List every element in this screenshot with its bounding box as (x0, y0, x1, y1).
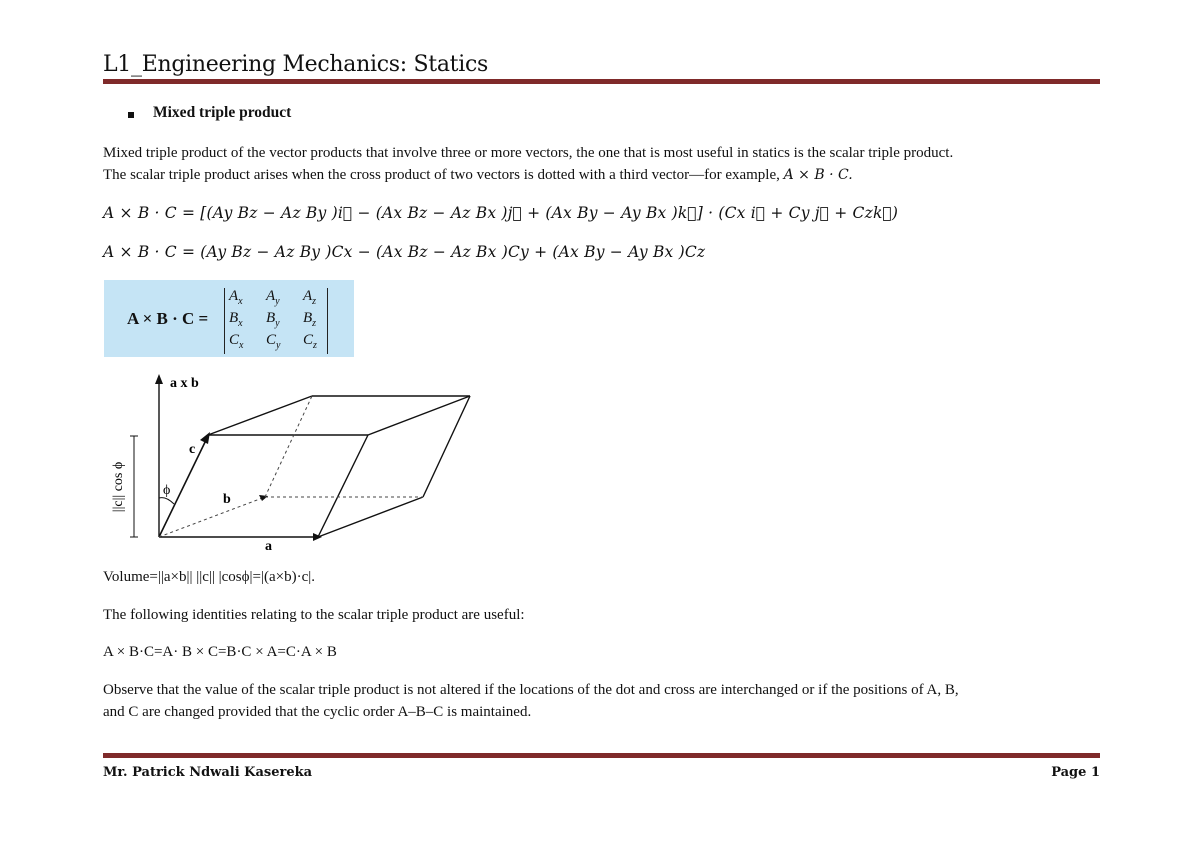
axb-arrowhead (155, 374, 163, 384)
det-cell-bz: $B_z$ (303, 310, 317, 329)
identities-intro: The following identities relating to the scalar triple product are useful: (103, 607, 525, 623)
det-cell-ax: $A_x$ (229, 288, 243, 307)
determinant-left-bar (224, 288, 225, 354)
page-header-title: L1_Engineering Mechanics: Statics (103, 52, 488, 77)
identities-formula: A × B·C=A· B × C=B·C × A=C·A × B (103, 644, 337, 660)
angle-arc (159, 498, 174, 504)
edge-front-right (318, 435, 368, 537)
arrowhead-b (259, 495, 268, 501)
equation-expanded-vectors: A × B · C = [(Ay Bz − Az By )i⃗ − (Ax Bz − Az Bx )j⃗ + (Ax By − Ay Bx )k⃗] · (Cx i⃗ + Cy j⃗ + Czk⃗) (103, 204, 899, 222)
footer-rule (103, 753, 1100, 758)
footer-page-number: Page 1 (1051, 765, 1100, 780)
det-cell-cz: $C_z$ (303, 332, 317, 351)
det-cell-by: $B_y$ (266, 310, 280, 329)
determinant-label: A × B · C = (127, 309, 209, 328)
det-cell-cy: $C_y$ (266, 332, 281, 351)
observe-line-2: and C are changed provided that the cyclic order A–B–C is maintained. (103, 704, 532, 720)
equation-expanded-scalars: A × B · C = (Ay Bz − Az By )Cx − (Ax Bz − Az Bx )Cy + (Ax By − Ay Bx )Cz (103, 243, 706, 261)
label-b: b (223, 492, 231, 507)
edge-bottom-right (318, 497, 423, 537)
det-cell-ay: $A_y$ (266, 288, 280, 307)
label-phi: ϕ (163, 483, 171, 498)
section-heading: Mixed triple product (153, 104, 292, 121)
intro-line-1: Mixed triple product of the vector products that involve three or more vectors, the one that is most useful in statics is the scalar triple product. (103, 145, 954, 161)
intro-line-2 (103, 165, 1103, 186)
label-height: ||c|| cos ϕ (111, 461, 126, 513)
det-cell-az: $A_z$ (303, 288, 317, 307)
volume-formula: Volume=||a×b|| ||c|| |cosϕ|=|(a×b)·c|. (103, 569, 316, 585)
arrowhead-c (200, 432, 210, 444)
intro-line-2-math: A × B · C. (783, 167, 853, 183)
label-a: a (265, 539, 272, 554)
parallelepiped-figure (100, 370, 480, 560)
arrowhead-a (313, 533, 322, 541)
det-cell-cx: $C_x$ (229, 332, 244, 351)
intro-line-2-text: The scalar triple product arises when the cross product of two vectors is dotted with a third vector—for example, (103, 167, 784, 183)
footer-author: Mr. Patrick Ndwali Kasereka (103, 765, 313, 780)
observe-line-1: Observe that the value of the scalar triple product is not altered if the locations of the dot and cross are interchanged or if the positions of A, B, (103, 682, 959, 698)
label-axb: a x b (170, 376, 199, 391)
bullet-icon (128, 112, 134, 118)
label-c: c (189, 442, 196, 457)
header-rule (103, 79, 1100, 84)
det-cell-bx: $B_x$ (229, 310, 243, 329)
